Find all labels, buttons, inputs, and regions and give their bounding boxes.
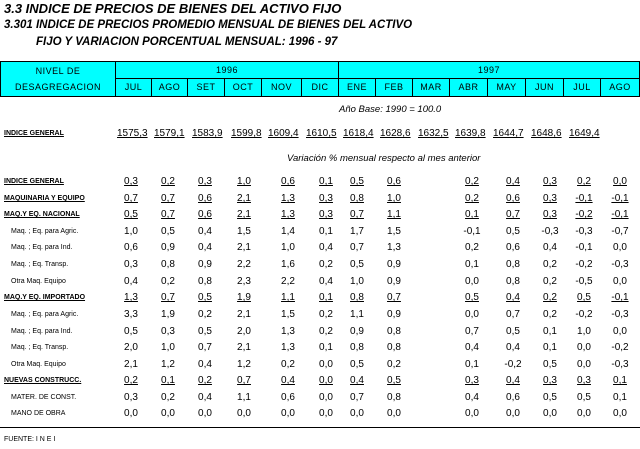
row-value: 0,8 xyxy=(506,259,520,270)
row-value: -0,1 xyxy=(575,193,593,204)
row-value: 0,5 xyxy=(465,292,479,303)
row-value: 2,1 xyxy=(237,193,251,204)
row-value: 0,3 xyxy=(543,209,557,220)
row-label: MANO DE OBRA xyxy=(11,410,66,417)
row-value: 2,1 xyxy=(237,309,251,320)
general-index-value: 1648,6 xyxy=(531,128,562,139)
row-value: 0,3 xyxy=(124,259,138,270)
row-value: 1,3 xyxy=(281,342,295,353)
row-value: 1,3 xyxy=(281,326,295,337)
row-value: 0,4 xyxy=(281,375,295,386)
row-value: 2,1 xyxy=(237,342,251,353)
general-index-value: 1644,7 xyxy=(493,128,524,139)
base-year-note: Año Base: 1990 = 100.0 xyxy=(339,104,442,115)
row-value: 2,0 xyxy=(124,342,138,353)
row-value: 0,4 xyxy=(506,375,520,386)
row-value: 1,5 xyxy=(387,226,401,237)
row-value: 2,2 xyxy=(281,276,295,287)
row-value: 0,7 xyxy=(237,375,251,386)
header-year-1996: 1996 xyxy=(116,61,339,79)
row-value: 0,7 xyxy=(465,326,479,337)
row-value: 0,0 xyxy=(387,408,401,419)
row-value: 1,9 xyxy=(161,309,175,320)
row-value: 0,0 xyxy=(124,408,138,419)
row-value: 0,1 xyxy=(319,342,333,353)
row-value: 1,9 xyxy=(237,292,251,303)
row-value: 0,0 xyxy=(319,392,333,403)
row-value: 0,2 xyxy=(543,276,557,287)
row-value: -0,2 xyxy=(575,309,593,320)
row-value: 0,0 xyxy=(613,242,627,253)
row-value: 0,2 xyxy=(465,176,479,187)
row-value: 0,2 xyxy=(161,392,175,403)
row-value: 0,4 xyxy=(506,342,520,353)
row-value: 0,5 xyxy=(577,392,591,403)
row-label: Maq. ; Eq. para Agric. xyxy=(11,311,79,318)
row-value: 0,6 xyxy=(506,392,520,403)
row-value: 0,8 xyxy=(350,342,364,353)
row-value: 0,2 xyxy=(319,309,333,320)
row-value: -0,3 xyxy=(611,309,629,320)
row-value: 1,3 xyxy=(281,209,295,220)
header-year-1997: 1997 xyxy=(339,61,640,79)
row-value: 0,0 xyxy=(237,408,251,419)
row-label: Maq. ; Eq. para Ind. xyxy=(11,244,73,251)
row-value: 0,5 xyxy=(198,292,212,303)
row-value: 0,2 xyxy=(543,259,557,270)
row-value: 0,1 xyxy=(465,359,479,370)
row-value: 0,3 xyxy=(198,176,212,187)
row-value: 0,8 xyxy=(350,193,364,204)
row-value: 0,4 xyxy=(506,176,520,187)
row-value: 0,7 xyxy=(161,193,175,204)
general-index-value: 1583,9 xyxy=(192,128,223,139)
footer-divider xyxy=(0,427,640,428)
general-index-value: 1632,5 xyxy=(418,128,449,139)
row-value: 0,4 xyxy=(198,242,212,253)
row-value: 0,2 xyxy=(319,326,333,337)
row-value: 0,0 xyxy=(465,408,479,419)
row-value: 1,0 xyxy=(350,276,364,287)
row-value: 0,0 xyxy=(198,408,212,419)
row-value: 0,4 xyxy=(198,226,212,237)
row-value: 0,4 xyxy=(506,292,520,303)
row-value: 0,5 xyxy=(350,259,364,270)
row-value: 1,1 xyxy=(350,309,364,320)
row-value: 0,7 xyxy=(350,242,364,253)
row-value: 0,6 xyxy=(506,242,520,253)
row-value: 0,7 xyxy=(350,392,364,403)
row-value: 0,4 xyxy=(319,242,333,253)
row-value: -0,1 xyxy=(611,292,629,303)
header-month: DIC xyxy=(302,79,339,97)
header-month: OCT xyxy=(225,79,262,97)
row-value: 2,1 xyxy=(237,242,251,253)
row-value: 0,2 xyxy=(198,309,212,320)
row-value: 0,5 xyxy=(387,375,401,386)
row-value: 0,4 xyxy=(124,276,138,287)
general-index-value: 1609,4 xyxy=(268,128,299,139)
general-index-value: 1599,8 xyxy=(231,128,262,139)
row-value: 2,3 xyxy=(237,276,251,287)
row-value: 1,0 xyxy=(124,226,138,237)
row-value: -0,3 xyxy=(575,226,593,237)
row-value: 0,0 xyxy=(465,276,479,287)
row-label: Otra Maq. Equipo xyxy=(11,278,66,285)
row-value: -0,1 xyxy=(463,226,481,237)
row-value: 0,2 xyxy=(387,359,401,370)
row-value: 0,2 xyxy=(577,176,591,187)
row-value: 0,0 xyxy=(319,408,333,419)
row-value: 0,1 xyxy=(613,375,627,386)
row-value: 1,1 xyxy=(237,392,251,403)
header-label-line2: DESAGREGACION xyxy=(14,82,101,92)
row-value: 0,0 xyxy=(577,408,591,419)
row-value: 0,4 xyxy=(350,375,364,386)
row-value: 0,0 xyxy=(465,309,479,320)
row-value: 0,7 xyxy=(506,309,520,320)
row-value: 0,0 xyxy=(613,276,627,287)
row-value: 0,9 xyxy=(198,259,212,270)
header-month: NOV xyxy=(262,79,302,97)
row-label: MATER. DE CONST. xyxy=(11,394,77,401)
row-value: 0,7 xyxy=(387,292,401,303)
row-value: 0,0 xyxy=(319,375,333,386)
row-value: 0,5 xyxy=(161,226,175,237)
row-value: -0,5 xyxy=(575,276,593,287)
row-value: 0,3 xyxy=(124,392,138,403)
row-value: 0,4 xyxy=(465,342,479,353)
row-value: 1,2 xyxy=(237,359,251,370)
row-value: 0,4 xyxy=(543,242,557,253)
row-value: 0,8 xyxy=(161,259,175,270)
row-label: Maq. ; Eq. Transp. xyxy=(11,344,69,351)
row-value: 1,7 xyxy=(350,226,364,237)
row-value: 0,6 xyxy=(387,176,401,187)
row-value: 0,7 xyxy=(161,209,175,220)
row-value: 0,0 xyxy=(319,359,333,370)
row-value: 0,3 xyxy=(465,375,479,386)
row-value: 0,8 xyxy=(198,276,212,287)
row-value: 0,8 xyxy=(387,342,401,353)
row-value: 0,2 xyxy=(465,242,479,253)
row-value: 0,0 xyxy=(281,408,295,419)
row-value: 0,0 xyxy=(613,176,627,187)
row-value: 1,0 xyxy=(237,176,251,187)
row-value: -0,7 xyxy=(611,226,629,237)
row-value: 0,0 xyxy=(161,408,175,419)
header-month: MAY xyxy=(488,79,526,97)
row-value: 0,9 xyxy=(350,326,364,337)
row-label: Maq. ; Eq. para Ind. xyxy=(11,328,73,335)
row-value: 0,6 xyxy=(198,209,212,220)
row-value: 1,0 xyxy=(387,193,401,204)
row-label: INDICE GENERAL xyxy=(4,178,64,185)
source-note: FUENTE: I N E I xyxy=(4,436,56,443)
row-value: 0,2 xyxy=(543,309,557,320)
row-value: 0,3 xyxy=(543,176,557,187)
row-value: 0,3 xyxy=(543,375,557,386)
row-value: 0,3 xyxy=(124,176,138,187)
row-value: 0,4 xyxy=(319,276,333,287)
row-value: -0,2 xyxy=(611,342,629,353)
header-month: AGO xyxy=(601,79,640,97)
row-value: 0,9 xyxy=(387,309,401,320)
general-index-value: 1575,3 xyxy=(117,128,148,139)
row-value: 0,3 xyxy=(543,193,557,204)
row-value: 0,7 xyxy=(350,209,364,220)
row-value: -0,2 xyxy=(575,209,593,220)
row-value: 0,0 xyxy=(577,342,591,353)
row-value: 0,0 xyxy=(350,408,364,419)
row-value: 0,1 xyxy=(319,292,333,303)
row-value: 1,3 xyxy=(281,193,295,204)
header-label-line1: NIVEL DE xyxy=(35,66,81,76)
row-value: 0,5 xyxy=(506,326,520,337)
row-value: 0,2 xyxy=(161,276,175,287)
row-value: 0,1 xyxy=(613,392,627,403)
row-value: -0,1 xyxy=(611,193,629,204)
row-value: 0,8 xyxy=(387,392,401,403)
header-level-label xyxy=(0,61,116,97)
row-value: 0,9 xyxy=(387,276,401,287)
general-index-label: INDICE GENERAL xyxy=(4,130,64,137)
general-index-value: 1618,4 xyxy=(343,128,374,139)
header-month: MAR xyxy=(413,79,450,97)
row-value: -0,3 xyxy=(611,259,629,270)
header-month: AGO xyxy=(152,79,188,97)
row-value: 0,5 xyxy=(124,209,138,220)
row-value: 0,0 xyxy=(506,408,520,419)
row-value: 0,3 xyxy=(161,326,175,337)
row-value: 0,8 xyxy=(387,326,401,337)
general-index-value: 1639,8 xyxy=(455,128,486,139)
row-value: 1,3 xyxy=(387,242,401,253)
row-value: 0,9 xyxy=(161,242,175,253)
general-index-value: 1628,6 xyxy=(380,128,411,139)
row-label: MAQ.Y EQ. NACIONAL xyxy=(4,211,80,218)
row-value: 0,0 xyxy=(577,359,591,370)
row-value: 0,6 xyxy=(281,176,295,187)
row-value: -0,2 xyxy=(504,359,522,370)
row-value: 0,0 xyxy=(613,326,627,337)
row-label: MAQ.Y EQ. IMPORTADO xyxy=(4,294,86,301)
row-label: Maq. ; Eq. para Agric. xyxy=(11,228,79,235)
header-month: JUL xyxy=(564,79,601,97)
row-value: 0,4 xyxy=(198,359,212,370)
row-value: 2,1 xyxy=(124,359,138,370)
row-value: 2,2 xyxy=(237,259,251,270)
row-value: -0,3 xyxy=(611,359,629,370)
row-label: Maq. ; Eq. Transp. xyxy=(11,261,69,268)
row-value: -0,2 xyxy=(575,259,593,270)
header-month: SET xyxy=(188,79,225,97)
row-value: 0,5 xyxy=(543,359,557,370)
row-value: 0,5 xyxy=(124,326,138,337)
row-value: 1,0 xyxy=(281,242,295,253)
row-value: -0,3 xyxy=(541,226,559,237)
general-index-value: 1649,4 xyxy=(569,128,600,139)
row-value: 0,6 xyxy=(506,193,520,204)
row-value: 0,2 xyxy=(161,176,175,187)
row-value: 1,1 xyxy=(281,292,295,303)
row-value: 1,4 xyxy=(281,226,295,237)
row-value: 0,5 xyxy=(198,326,212,337)
row-value: 0,8 xyxy=(506,276,520,287)
row-value: 1,6 xyxy=(281,259,295,270)
row-value: 1,1 xyxy=(387,209,401,220)
general-index-value: 1610,5 xyxy=(306,128,337,139)
row-value: 1,0 xyxy=(161,342,175,353)
row-value: 0,3 xyxy=(577,375,591,386)
row-value: 0,0 xyxy=(613,408,627,419)
row-value: 0,6 xyxy=(124,242,138,253)
row-value: 0,7 xyxy=(506,209,520,220)
row-value: 0,5 xyxy=(543,392,557,403)
row-value: 0,1 xyxy=(465,209,479,220)
row-value: 0,2 xyxy=(543,292,557,303)
row-value: 0,1 xyxy=(161,375,175,386)
row-label: Otra Maq. Equipo xyxy=(11,361,66,368)
row-value: 1,5 xyxy=(281,309,295,320)
header-month: JUL xyxy=(116,79,152,97)
row-value: 0,1 xyxy=(543,342,557,353)
table-title-line1: 3.301 INDICE DE PRECIOS PROMEDIO MENSUAL DE BIENES DEL ACTIVO xyxy=(4,19,413,31)
row-value: 0,8 xyxy=(350,292,364,303)
header-month: FEB xyxy=(376,79,413,97)
row-value: 0,6 xyxy=(281,392,295,403)
row-value: 0,5 xyxy=(350,176,364,187)
row-value: 0,3 xyxy=(319,193,333,204)
row-value: 0,5 xyxy=(577,292,591,303)
general-index-value: 1579,1 xyxy=(154,128,185,139)
row-value: 0,5 xyxy=(350,359,364,370)
row-value: -0,1 xyxy=(611,209,629,220)
row-value: 1,0 xyxy=(577,326,591,337)
row-value: 0,1 xyxy=(319,226,333,237)
row-value: 0,7 xyxy=(161,292,175,303)
row-value: 2,1 xyxy=(237,209,251,220)
variation-note: Variación % mensual respecto al mes anterior xyxy=(287,153,481,164)
main-title: 3.3 INDICE DE PRECIOS DE BIENES DEL ACTIVO FIJO xyxy=(4,1,342,16)
row-label: NUEVAS CONSTRUCC. xyxy=(4,377,82,384)
header-month: ENE xyxy=(339,79,376,97)
header-month: ABR xyxy=(450,79,488,97)
table-header xyxy=(0,61,640,97)
row-value: 0,0 xyxy=(543,408,557,419)
row-value: -0,1 xyxy=(575,242,593,253)
row-value: 0,5 xyxy=(506,226,520,237)
header-month: JUN xyxy=(526,79,564,97)
row-value: 3,3 xyxy=(124,309,138,320)
row-value: 0,7 xyxy=(124,193,138,204)
row-value: 0,4 xyxy=(198,392,212,403)
row-value: 1,3 xyxy=(124,292,138,303)
row-value: 0,2 xyxy=(124,375,138,386)
row-value: 0,2 xyxy=(198,375,212,386)
row-value: 1,5 xyxy=(237,226,251,237)
row-value: 0,1 xyxy=(319,176,333,187)
row-value: 0,9 xyxy=(387,259,401,270)
row-value: 0,2 xyxy=(281,359,295,370)
row-value: 2,0 xyxy=(237,326,251,337)
row-value: 0,6 xyxy=(198,193,212,204)
row-value: 0,1 xyxy=(465,259,479,270)
row-value: 0,2 xyxy=(319,259,333,270)
table-title-line2: FIJO Y VARIACION PORCENTUAL MENSUAL: 1996 - 97 xyxy=(36,36,338,48)
row-value: 0,7 xyxy=(198,342,212,353)
row-value: 0,4 xyxy=(465,392,479,403)
row-value: 0,1 xyxy=(543,326,557,337)
row-label: MAQUINARIA Y EQUIPO xyxy=(4,195,85,202)
row-value: 0,2 xyxy=(465,193,479,204)
row-value: 0,3 xyxy=(319,209,333,220)
row-value: 1,2 xyxy=(161,359,175,370)
